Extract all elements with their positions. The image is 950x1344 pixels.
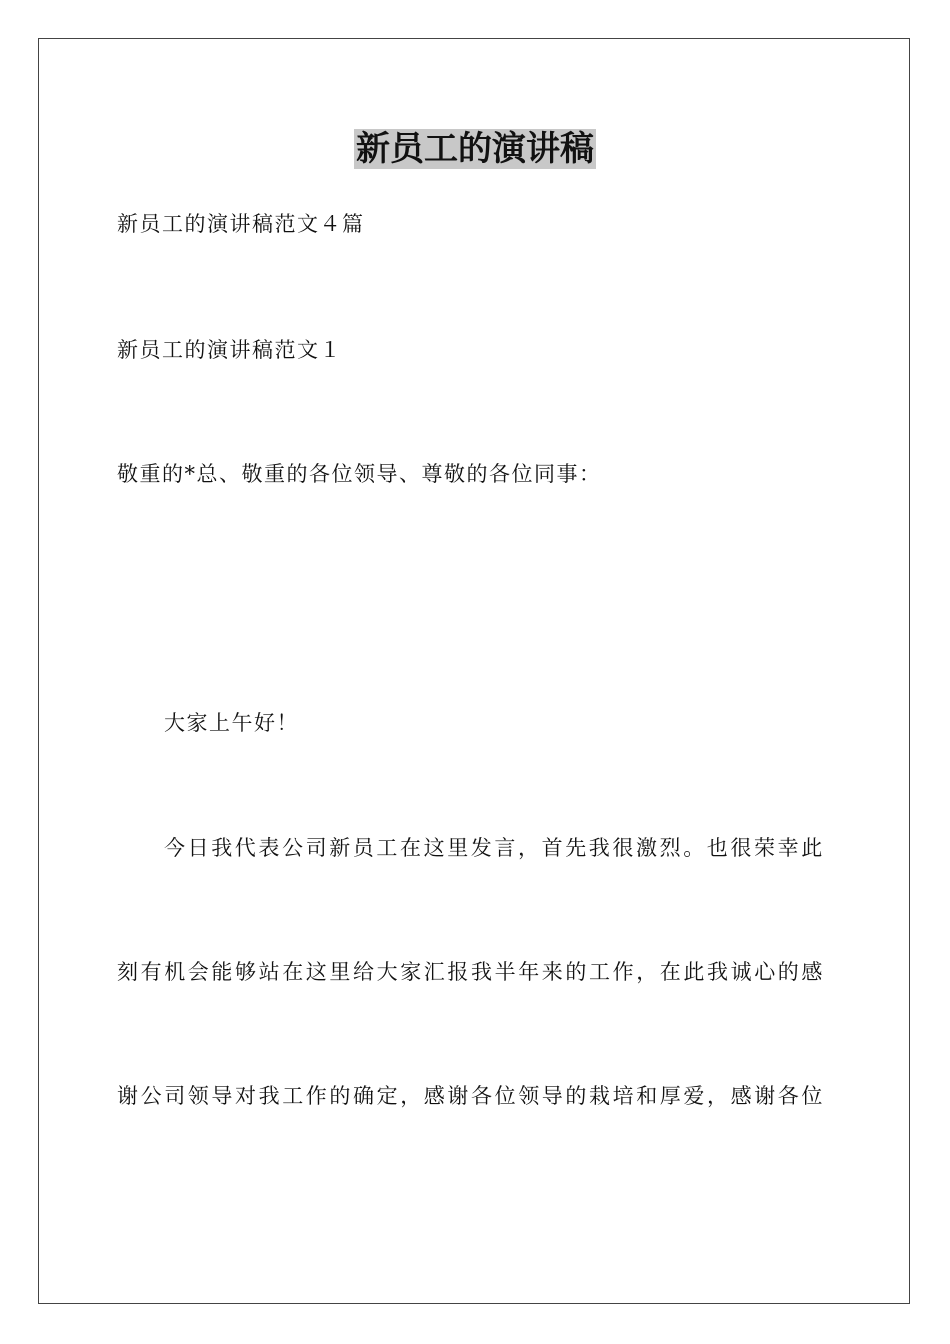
greeting-line: 大家上午好！ xyxy=(164,711,299,735)
section-heading: 新员工的演讲稿范文１ xyxy=(117,338,342,362)
paragraph-line-2: 刻有机会能够站在这里给大家汇报我半年来的工作，在此我诚心的感 xyxy=(117,960,825,984)
paragraph-line-3: 谢公司领导对我工作的确定，感谢各位领导的栽培和厚爱，感谢各位 xyxy=(117,1084,825,1108)
paragraph-line-1: 今日我代表公司新员工在这里发言，首先我很激烈。也很荣幸此 xyxy=(164,836,825,860)
document-title xyxy=(0,126,950,172)
document-title-text: 新员工的演讲稿 xyxy=(356,129,594,169)
document-subtitle: 新员工的演讲稿范文４篇 xyxy=(117,212,365,236)
salutation-line: 敬重的*总、敬重的各位领导、尊敬的各位同事： xyxy=(117,462,602,486)
